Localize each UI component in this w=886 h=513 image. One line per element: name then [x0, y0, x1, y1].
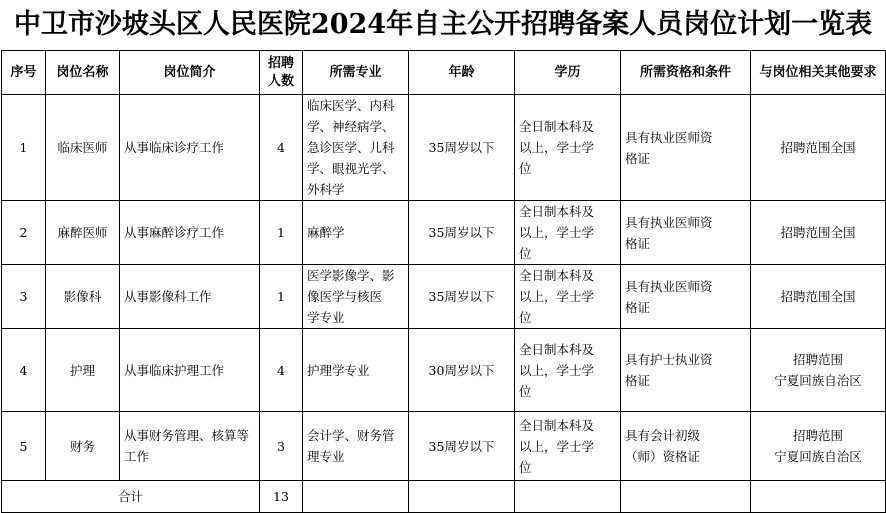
cell-count: 1 [260, 265, 303, 329]
table-row [2, 329, 886, 412]
qualification-line: 格证 [625, 235, 651, 251]
header-count: 招聘人数 [260, 51, 303, 95]
qualification-line: 具有会计初级 [625, 428, 701, 443]
cell-position: 财务 [46, 412, 120, 481]
cell-major [303, 329, 409, 412]
qualification-line: 格证 [625, 150, 651, 166]
empty-cell [751, 481, 886, 513]
cell-qualification [621, 412, 751, 481]
cell-description: 从事财务管理、核算等工作 [120, 412, 260, 481]
major-line: 会计学、财务管 [307, 428, 395, 443]
cell-age: 35周岁以下 [409, 412, 515, 481]
header-age: 年龄 [409, 51, 515, 95]
page-title: 中卫市沙坡头区人民医院2024年自主公开招聘备案人员岗位计划一览表 [13, 9, 873, 40]
qualification-line: 具有护士执业资 [625, 352, 713, 367]
cell-description: 从事影像科工作 [120, 265, 260, 329]
other-line: 宁夏回族自治区 [774, 449, 862, 464]
education-line: 全日制本科及 [519, 417, 595, 433]
cell-age: 35周岁以下 [409, 201, 515, 265]
cell-other [751, 201, 886, 265]
cell-age: 30周岁以下 [409, 329, 515, 412]
table-row [2, 201, 886, 265]
other-line: 招聘范围全国 [780, 289, 856, 304]
cell-other [751, 265, 886, 329]
table-row [2, 95, 886, 201]
cell-major [303, 201, 409, 265]
header-description: 岗位简介 [120, 51, 260, 95]
education-line: 全日制本科及 [519, 204, 595, 219]
education-line: 位 [519, 161, 532, 176]
header-major: 所需专业 [303, 51, 409, 95]
header-education: 学历 [515, 51, 621, 95]
education-line: 以上，学士学 [519, 362, 595, 378]
cell-education [515, 201, 621, 265]
cell-position: 影像科 [46, 265, 120, 329]
table-row [2, 412, 886, 481]
major-line: 护理学专业 [307, 362, 370, 378]
other-line: 招聘范围 [792, 352, 843, 367]
cell-other [751, 329, 886, 412]
cell-age: 35周岁以下 [409, 265, 515, 329]
education-line: 位 [519, 459, 532, 475]
major-line: 理专业 [307, 449, 345, 464]
other-line: 招聘范围全国 [780, 140, 856, 155]
cell-other [751, 412, 886, 481]
cell-count: 4 [260, 95, 303, 201]
header-position: 岗位名称 [46, 51, 120, 95]
qualification-line: （师）资格证 [625, 449, 701, 464]
major-line: 学、神经病学、 [307, 119, 395, 134]
cell-count: 1 [260, 201, 303, 265]
recruitment-table [1, 50, 886, 513]
header-row [2, 51, 886, 95]
cell-count: 3 [260, 412, 303, 481]
qualification-line: 具有执业医师资 [625, 278, 713, 294]
qualification-line: 格证 [625, 373, 651, 388]
education-line: 位 [519, 383, 532, 399]
qualification-line: 格证 [625, 299, 651, 315]
cell-no: 1 [2, 95, 46, 201]
education-line: 全日制本科及 [519, 268, 595, 283]
cell-major [303, 412, 409, 481]
cell-description: 从事临床护理工作 [120, 329, 260, 412]
cell-position: 护理 [46, 329, 120, 412]
empty-cell [621, 481, 751, 513]
cell-no: 2 [2, 201, 46, 265]
major-line: 临床医学、内科 [307, 98, 395, 113]
cell-major [303, 95, 409, 201]
other-line: 招聘范围 [792, 428, 843, 443]
header-no: 序号 [2, 51, 46, 95]
cell-other [751, 95, 886, 201]
cell-major [303, 265, 409, 329]
cell-no: 5 [2, 412, 46, 481]
cell-no: 3 [2, 265, 46, 329]
table-row [2, 265, 886, 329]
empty-cell [515, 481, 621, 513]
cell-no: 4 [2, 329, 46, 412]
other-line: 宁夏回族自治区 [774, 373, 862, 388]
total-label: 合计 [2, 481, 260, 513]
education-line: 以上，学士学 [519, 438, 595, 454]
qualification-line: 具有执业医师资 [625, 214, 713, 230]
total-row [2, 481, 886, 513]
empty-cell [303, 481, 409, 513]
major-line: 像医学与核医 [307, 289, 383, 304]
education-line: 全日制本科及 [519, 341, 595, 357]
major-line: 麻醉学 [307, 225, 345, 240]
cell-position: 临床医师 [46, 95, 120, 201]
other-line: 招聘范围全国 [780, 225, 856, 240]
cell-qualification [621, 95, 751, 201]
cell-description: 从事临床诊疗工作 [120, 95, 260, 201]
education-line: 全日制本科及 [519, 119, 595, 134]
major-line: 急诊医学、儿科 [307, 140, 395, 155]
major-line: 外科学 [307, 182, 345, 197]
cell-age: 35周岁以下 [409, 95, 515, 201]
qualification-line: 具有执业医师资 [625, 129, 713, 145]
major-line: 医学影像学、影 [307, 268, 395, 283]
cell-description: 从事麻醉诊疗工作 [120, 201, 260, 265]
cell-education [515, 412, 621, 481]
education-line: 以上，学士学 [519, 140, 595, 155]
cell-qualification [621, 201, 751, 265]
education-line: 以上，学士学 [519, 225, 595, 240]
major-line: 学、眼视光学、 [307, 161, 395, 176]
cell-position: 麻醉医师 [46, 201, 120, 265]
cell-education [515, 329, 621, 412]
cell-qualification [621, 265, 751, 329]
cell-education [515, 265, 621, 329]
education-line: 以上，学士学 [519, 289, 595, 304]
empty-cell [409, 481, 515, 513]
cell-count: 4 [260, 329, 303, 412]
education-line: 位 [519, 246, 532, 261]
major-line: 学专业 [307, 310, 345, 325]
cell-education [515, 95, 621, 201]
header-qualification: 所需资格和条件 [621, 51, 751, 95]
header-other: 与岗位相关其他要求 [751, 51, 886, 95]
education-line: 位 [519, 310, 532, 325]
cell-qualification [621, 329, 751, 412]
total-count: 13 [260, 481, 303, 513]
